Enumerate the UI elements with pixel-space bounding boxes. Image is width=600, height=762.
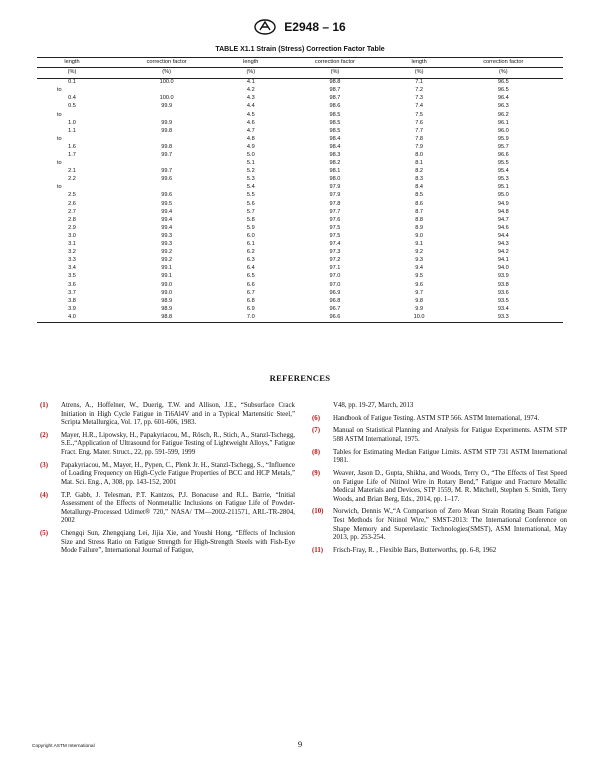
table-row: [37, 289, 563, 297]
unit-label: (%): [37, 68, 107, 78]
correction-factor-table: [37, 57, 563, 323]
reference-item: [312, 449, 567, 466]
table-cell: to: [57, 111, 62, 118]
table-cell: 97.0: [329, 281, 341, 288]
table-cell: 98.9: [161, 297, 173, 304]
reference-item: [40, 492, 295, 526]
table-cell: 7.2: [415, 87, 423, 94]
reference-text: T.P. Gabb, J. Telesman, P.T. Kantzos, P.J. Bonacuse and R.L. Barrie, “Initial Assessment of the Effects of Nonmetallic Inclusions on Fatigue Life of Powder-Metallurgy-Processed Udimet® 720,” NASA/ TM—2002-211571, ARL-TR-2804, 2002: [61, 491, 295, 525]
table-cell: 98.4: [329, 143, 341, 150]
table-cell: 0.4: [68, 95, 76, 102]
table-row: [37, 249, 563, 257]
reference-text: Manual on Statistical Planning and Analysis for Fatigue Experiments. ASTM STP 588 ASTM International, 1975.: [333, 427, 567, 443]
reference-number: (8): [312, 448, 321, 456]
table-cell: 98.8: [107, 314, 226, 323]
table-cell: 10.0: [395, 314, 444, 323]
table-cell: 5.7: [246, 208, 255, 215]
table-cell: 93.3: [444, 314, 563, 323]
table-row: [37, 200, 563, 208]
table-cell: 3.5: [68, 273, 76, 280]
table-cell: 8.2: [415, 168, 423, 175]
table-cell: 99.6: [161, 176, 173, 183]
table-cell: 96.9: [329, 289, 341, 296]
column-header: correction factor: [107, 58, 226, 68]
table-cell: 97.5: [329, 224, 341, 231]
reference-text: Handbook of Fatigue Testing. ASTM STP 566. ASTM International, 1974.: [333, 414, 540, 422]
table-cell: 96.6: [497, 152, 509, 158]
table-cell: 98.2: [329, 160, 341, 167]
references-left-column: [40, 402, 295, 560]
table-cell: [107, 184, 226, 192]
reference-number: (11): [312, 546, 324, 554]
copyright-notice: Copyright ASTM International: [32, 744, 95, 749]
page-header: [0, 18, 600, 36]
table-cell: 9.2: [415, 249, 423, 256]
table-cell: 99.2: [161, 249, 173, 256]
table-cell: 94.8: [497, 208, 509, 215]
table-cell: 9.4: [415, 265, 423, 272]
reference-number: (1): [40, 402, 49, 409]
table-cell: 5.3: [246, 176, 255, 183]
table-row: [37, 208, 563, 216]
table-row: [37, 184, 563, 192]
table-cell: 96.4: [497, 95, 509, 102]
table-cell: 98.0: [329, 176, 341, 183]
table-cell: 98.1: [329, 168, 341, 175]
table-cell: 99.3: [161, 241, 173, 248]
table-cell: 0.5: [68, 103, 76, 110]
table-cell: 4.4: [246, 103, 255, 110]
table-cell: 98.4: [329, 135, 341, 142]
table-cell: 7.5: [415, 111, 423, 118]
table-cell: 9.7: [415, 289, 423, 296]
table-cell: 7.1: [415, 79, 423, 86]
table-cell: 96.7: [329, 305, 341, 312]
table-cell: 3.6: [68, 281, 76, 288]
reference-number: (9): [312, 469, 321, 477]
table-cell: 8.6: [415, 200, 423, 207]
table-cell: 93.4: [497, 305, 509, 312]
table-row: [37, 192, 563, 200]
table-cell: 7.8: [415, 135, 423, 142]
table-cell: 9.5: [415, 273, 423, 280]
table-cell: 6.2: [246, 249, 255, 256]
table-row: [37, 95, 563, 103]
table-cell: 2.5: [68, 192, 76, 199]
table-cell: 9.1: [415, 241, 423, 248]
table-cell: 96.5: [497, 79, 509, 86]
reference-text: Frisch-Fray, R. , Flexible Bars, Butterworths, pp. 6-8, 1962: [333, 546, 497, 554]
table-cell: 8.0: [415, 152, 423, 158]
table-cell: 97.1: [329, 265, 341, 272]
table-cell: 1.0: [68, 119, 76, 126]
astm-logo-icon: [254, 19, 276, 35]
table-cell: 97.5: [329, 232, 341, 239]
table-cell: 6.5: [246, 273, 255, 280]
table-cell: 99.0: [161, 289, 173, 296]
reference-number: (3): [40, 461, 49, 469]
table-cell: 96.1: [497, 119, 509, 126]
table-cell: 3.8: [68, 297, 76, 304]
table-row: [37, 305, 563, 313]
table-cell: 6.9: [246, 305, 255, 312]
table-cell: 6.7: [246, 289, 255, 296]
unit-label: (%): [275, 68, 394, 78]
table-cell: 7.0: [226, 314, 275, 323]
table-row: [37, 216, 563, 224]
reference-continuation-text: V48, pp. 19-27, March, 2013: [333, 402, 414, 409]
table-cell: 8.8: [415, 216, 423, 223]
table-cell: 98.5: [329, 127, 341, 134]
table-cell: 3.4: [68, 265, 76, 272]
reference-item: [312, 547, 567, 556]
table-cell: 95.7: [497, 143, 509, 150]
table-cell: 98.5: [329, 119, 341, 126]
table-cell: 5.5: [246, 192, 255, 199]
table-cell: 8.5: [415, 192, 423, 199]
table-row: [37, 297, 563, 305]
table-row: [37, 119, 563, 127]
column-header: correction factor: [444, 58, 563, 68]
table-cell: to: [57, 184, 62, 191]
page-number: 9: [297, 739, 303, 749]
reference-text: Tables for Estimating Median Fatigue Limits. ASTM STP 731 ASTM International 1981.: [333, 448, 567, 465]
table-cell: 96.2: [497, 111, 509, 118]
table-cell: 99.9: [161, 103, 173, 110]
table-cell: 94.4: [497, 232, 509, 239]
references-title: REFERENCES: [269, 373, 331, 383]
table-cell: 2.2: [68, 176, 76, 183]
table-cell: 99.1: [161, 265, 173, 272]
table-cell: 99.1: [161, 273, 173, 280]
table-row: [37, 265, 563, 273]
table-cell: 97.2: [329, 257, 341, 264]
table-cell: [107, 87, 226, 95]
table-cell: 96.6: [275, 314, 394, 323]
table-cell: 2.1: [68, 168, 76, 175]
reference-text: Papakyriacou, M., Mayer, H., Pypen, C., Plenk Jr. H., Stanzl-Tschegg, S., “Influence of Loading Frequency on High-Cycle Fatigue Properties of BCC and HCP Metals,” Mat. Sci. Eng., A, 308, pp. 143-152, 2001: [61, 461, 295, 486]
table-cell: 98.9: [161, 305, 173, 312]
table-cell: 99.7: [161, 152, 173, 158]
table-row: [37, 233, 563, 241]
reference-item: [312, 470, 567, 504]
table-row: [37, 78, 563, 87]
table-cell: 97.9: [329, 192, 341, 199]
table-cell: 6.1: [246, 241, 255, 248]
table-cell: 3.3: [68, 257, 76, 264]
table-cell: 4.7: [246, 127, 255, 134]
table-cell: 95.0: [497, 192, 509, 199]
reference-text: Atrens, A., Hoffelner, W., Duerig, T.W. and Allison, J.E., “Subsurface Crack Initiation in High Cycle Fatigue in Ti6Al4V and in a Typical Martensitic Steel,” Scripta Metallurgica, Vol. 17, pp. 601-606, 1983.: [61, 402, 295, 427]
reference-text: Chengqi Sun, Zhengqiang Lei, Jijia Xie, and Youshi Hong, “Effects of Inclusion Size and Stress Ratio on Fatigue Strength for High-Strength Steels with Fish-Eye Mode Failure”, International Journal of Fatigue,: [61, 530, 295, 555]
table-row: [37, 144, 563, 152]
table-cell: 99.9: [161, 119, 173, 126]
table-row: [37, 225, 563, 233]
reference-item: [312, 415, 567, 424]
table-cell: 6.8: [246, 297, 255, 304]
table-cell: 1.1: [68, 127, 76, 134]
references-right-column: [312, 402, 567, 560]
table-cell: 98.8: [329, 79, 341, 86]
reference-text: Weaver, Jason D., Gupta, Shikha, and Woods, Terry O., “The Effects of Test Speed on Fatigue Life of Nitinol Wire in Rotary Bend,” Fatigue and Fracture Metallic Medical Materials and Devices, STP 1559, M. R. Mitchell, Stephen S. Smith, Terry Woods, and Brian Berg, Eds., 2014, pp. 1–17.: [333, 469, 567, 503]
table-cell: [107, 160, 226, 168]
table-row: [37, 273, 563, 281]
table-cell: 97.9: [329, 184, 341, 191]
table-cell: 9.9: [415, 305, 423, 312]
table-cell: 96.5: [497, 87, 509, 94]
table-cell: 4.5: [246, 111, 255, 118]
table-cell: 9.8: [415, 297, 423, 304]
table-cell: 4.1: [246, 79, 255, 86]
table-cell: 6.4: [246, 265, 255, 272]
reference-item: [40, 402, 295, 428]
table-cell: 4.3: [246, 95, 255, 102]
reference-text: Mayer, H.R., Lipowsky, H., Papakyriacou, M., Rösch, R., Stich, A., Stanzl-Tschegg, S.E.,“Application of Ultrasound for Fatigue Testing of Lightweight Alloys,” Fatigue Fract. Eng. Mater. Struct., 22, pp. 591-599, 1999: [61, 431, 295, 457]
table-cell: 5.2: [246, 168, 255, 175]
table-row: [37, 103, 563, 111]
table-cell: 93.5: [497, 297, 509, 304]
table-row: [37, 87, 563, 95]
reference-number: (6): [312, 414, 321, 422]
table-cell: 7.6: [415, 119, 423, 126]
reference-item: [40, 462, 295, 488]
table-cell: 9.3: [415, 257, 423, 264]
table-row: [37, 135, 563, 143]
table-cell: 4.2: [246, 87, 255, 94]
table-cell: 2.7: [68, 208, 76, 215]
table-cell: 7.3: [415, 95, 423, 102]
table-cell: 8.1: [415, 160, 423, 167]
table-cell: 7.4: [415, 103, 423, 110]
table-cell: 9.0: [415, 232, 423, 239]
table-cell: 3.0: [68, 232, 76, 239]
table-cell: 4.8: [246, 135, 255, 142]
reference-continuation: [312, 402, 567, 411]
table-cell: 99.3: [161, 232, 173, 239]
table-cell: 99.4: [161, 216, 173, 223]
table-cell: 97.6: [329, 216, 341, 223]
table-cell: 98.7: [329, 95, 341, 102]
column-header: length: [37, 58, 107, 68]
table-cell: 1.7: [68, 152, 76, 158]
table-cell: 6.0: [246, 232, 255, 239]
reference-item: [40, 432, 295, 458]
table-cell: 93.8: [497, 281, 509, 288]
reference-item: [312, 508, 567, 542]
table-cell: 1.6: [68, 143, 76, 150]
reference-number: (5): [40, 530, 49, 538]
table-cell: 5.9: [246, 224, 255, 231]
table-cell: 6.3: [246, 257, 255, 264]
reference-number: (7): [312, 427, 321, 435]
reference-text: Norwich, Dennis W.,“A Comparison of Zero Mean Strain Rotating Beam Fatigue Test Methods for Nitinol Wire,” SMST-2013: The International Conference on Shape Memory and Superelastic Technologies(SMST), ASM International, May 2013, pp. 253-254.: [333, 508, 567, 542]
table-row: [37, 152, 563, 160]
table-cell: 99.6: [161, 192, 173, 199]
table-cell: to: [57, 87, 62, 94]
table-cell: 7.9: [415, 143, 423, 150]
table-cell: to: [57, 160, 62, 167]
table-cell: 8.3: [415, 176, 423, 183]
reference-item: [40, 530, 295, 556]
table-cell: 97.3: [329, 249, 341, 256]
table-cell: 95.4: [497, 168, 509, 175]
table-cell: 96.3: [497, 103, 509, 110]
table-cell: 9.6: [415, 281, 423, 288]
table-cell: to: [57, 135, 62, 142]
column-header: correction factor: [275, 58, 394, 68]
table-row: [37, 281, 563, 289]
table-cell: 5.6: [246, 200, 255, 207]
table-cell: 96.8: [329, 297, 341, 304]
reference-item: [312, 427, 567, 444]
column-header: length: [395, 58, 444, 68]
table-cell: 99.0: [161, 281, 173, 288]
table-cell: 97.0: [329, 273, 341, 280]
table-cell: 94.6: [497, 224, 509, 231]
table-cell: 8.7: [415, 208, 423, 215]
table-cell: 94.7: [497, 216, 509, 223]
unit-label: (%): [444, 68, 563, 78]
table-cell: 5.1: [246, 160, 255, 167]
table-cell: 97.8: [329, 200, 341, 207]
table-cell: 93.6: [497, 289, 509, 296]
table-cell: 94.9: [497, 200, 509, 207]
table-row: [37, 241, 563, 249]
table-cell: 95.1: [497, 184, 509, 191]
table-cell: 95.5: [497, 160, 509, 167]
table-cell: 0.1: [68, 79, 76, 86]
table-cell: [107, 135, 226, 143]
table-header-row: [37, 58, 563, 68]
table-cell: 3.9: [68, 305, 76, 312]
table-cell: 2.9: [68, 224, 76, 231]
table-cell: 4.0: [37, 314, 107, 323]
reference-number: (2): [40, 431, 49, 439]
table-cell: 100.0: [159, 95, 174, 102]
table-cell: 98.7: [329, 87, 341, 94]
table-cell: 99.4: [161, 208, 173, 215]
table-cell: 100.0: [159, 79, 174, 86]
table-cell: 7.7: [415, 127, 423, 134]
table-cell: 93.9: [497, 273, 509, 280]
table-cell: [107, 111, 226, 119]
table-row: [37, 314, 563, 323]
table-title: TABLE X1.1 Strain (Stress) Correction Factor Table: [215, 46, 385, 53]
table-cell: 99.7: [161, 168, 173, 175]
table-cell: 99.2: [161, 257, 173, 264]
table-cell: 4.9: [246, 143, 255, 150]
table-cell: 99.4: [161, 224, 173, 231]
table-cell: 94.3: [497, 241, 509, 248]
table-cell: 94.0: [497, 265, 509, 272]
table-cell: 99.8: [161, 127, 173, 134]
table-cell: 5.4: [246, 184, 255, 191]
table-cell: 2.6: [68, 200, 76, 207]
table-cell: 99.5: [161, 200, 173, 207]
table-cell: 5.8: [246, 216, 255, 223]
table-row: [37, 111, 563, 119]
table-cell: 3.1: [68, 241, 76, 248]
table-cell: 98.5: [329, 111, 341, 118]
table-row: [37, 257, 563, 265]
table-cell: 95.3: [497, 176, 509, 183]
table-row: [37, 168, 563, 176]
table-cell: 98.6: [329, 103, 341, 110]
table-cell: 96.0: [497, 127, 509, 134]
unit-label: (%): [107, 68, 226, 78]
table-row: [37, 176, 563, 184]
table-cell: 94.2: [497, 249, 509, 256]
table-cell: 99.8: [161, 143, 173, 150]
reference-number: (4): [40, 491, 49, 499]
table-row: [37, 127, 563, 135]
table-cell: 2.8: [68, 216, 76, 223]
table-cell: 98.3: [329, 152, 341, 158]
table-cell: 5.0: [246, 152, 255, 158]
column-header: length: [226, 58, 275, 68]
table-cell: 4.6: [246, 119, 255, 126]
reference-number: (10): [312, 508, 324, 516]
unit-label: (%): [226, 68, 275, 78]
unit-label: (%): [395, 68, 444, 78]
table-cell: 6.6: [246, 281, 255, 288]
table-cell: 8.4: [415, 184, 423, 191]
table-cell: 97.7: [329, 208, 341, 215]
table-cell: 3.7: [68, 289, 76, 296]
table-row: [37, 160, 563, 168]
table-cell: 97.4: [329, 241, 341, 248]
table-cell: 3.2: [68, 249, 76, 256]
table-cell: 94.1: [497, 257, 509, 264]
table-cell: 8.9: [415, 224, 423, 231]
table-units-row: [37, 68, 563, 78]
document-id: E2948 – 16: [284, 20, 346, 35]
table-cell: 95.9: [497, 135, 509, 142]
